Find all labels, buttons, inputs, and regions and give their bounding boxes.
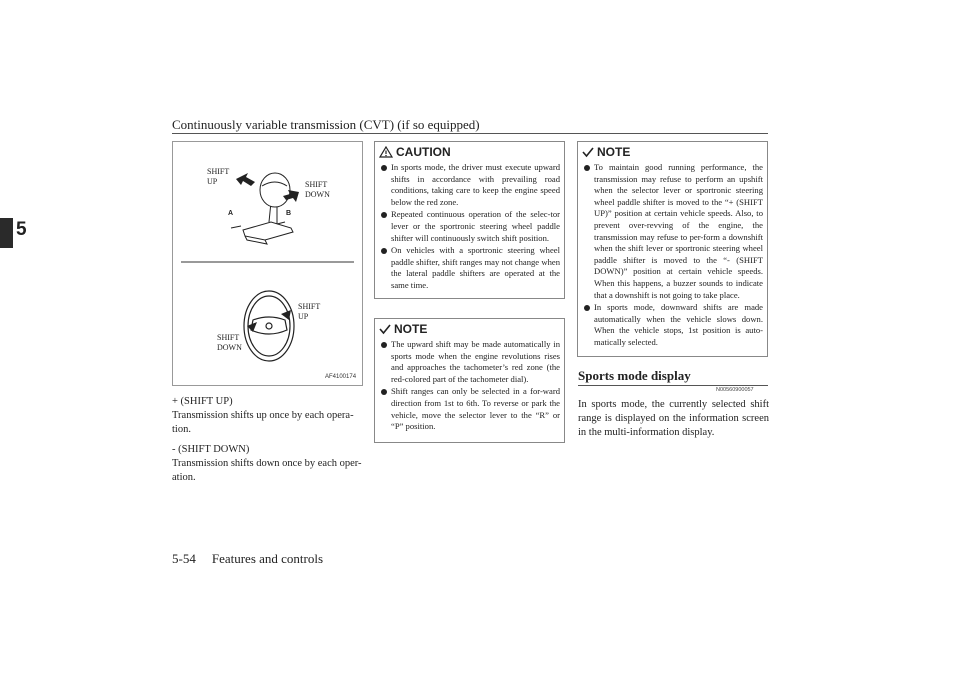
section-rule (578, 385, 768, 386)
sports-mode-body: In sports mode, the currently selected shift range is displayed on the information screen in the multi-information display. (578, 399, 769, 438)
note-box-middle (374, 318, 565, 443)
chapter-number: 5 (16, 219, 27, 240)
shift-illustration (172, 141, 363, 386)
header-rule (172, 133, 768, 134)
note-item: Shift ranges can only be selected in a for-ward direction from 1st to 6th. To reverse or park the vehicle, move the selector lever to the “R” or “P” position. (379, 386, 560, 432)
caution-item: In sports mode, the driver must execute upward shifts in accordance with prevailing road conditions, taking care to keep the engine speed below the red zone. (379, 162, 560, 208)
shift-down-heading: - (SHIFT DOWN) (172, 444, 250, 455)
caution-item: Repeated continuous operation of the selec-tor lever or the sportronic steering wheel paddle shifter will continuously switch shift position. (379, 209, 560, 244)
caution-list (379, 162, 560, 292)
shift-down-body: Transmission shifts down once by each oper- ation. (172, 458, 362, 483)
note-item: The upward shift may be made automatically in sports mode when the engine revolutions rises and approaches the tachometer’s red zone (the red-colored part of the tachometer dial). (379, 339, 560, 385)
section-code: N00560900057 (716, 387, 754, 393)
shift-down-description (172, 443, 364, 485)
shift-up-description (172, 395, 364, 437)
note-list (379, 339, 560, 433)
point-a-label: A (228, 210, 234, 217)
caution-box (374, 141, 565, 299)
lever-shift-down-label: SHIFT DOWN (305, 180, 330, 199)
caution-title: CAUTION (396, 145, 451, 159)
note-check-icon (379, 323, 391, 335)
page-footer (172, 551, 323, 567)
note-title: NOTE (394, 322, 428, 336)
note-box-right (577, 141, 768, 357)
note-header (379, 322, 560, 336)
note-title: NOTE (597, 145, 631, 159)
caution-header (379, 145, 560, 159)
lever-shift-up-label: SHIFT UP (207, 167, 230, 186)
shift-diagram (173, 142, 362, 385)
note-list (582, 162, 763, 349)
shift-up-heading: + (SHIFT UP) (172, 396, 233, 407)
chapter-tab (0, 218, 13, 248)
note-item: To maintain good running performance, the transmission may refuse to perform an upshift when the selector lever or sportronic steering wheel paddle shifter is moved to the “+ (SHIFT UP)” position at certain vehicle speeds. Also, to prevent over-revving of the engine, the transmission may refuse to per-form a downshift when the shift lever or sportronic steering wheel paddle shifter is moved to the “- (SHIFT DOWN)” position at certain vehicle speeds. When this happens, a buzzer sounds to indicate that a downshift is not going to take place. (582, 162, 763, 301)
note-header (582, 145, 763, 159)
footer-section: Features and controls (211, 551, 324, 566)
shift-up-body: Transmission shifts up once by each opera- tion. (172, 410, 354, 435)
note-check-icon (582, 146, 594, 158)
wheel-shift-down-label: SHIFT DOWN (217, 333, 242, 352)
caution-item: On vehicles with a sportronic steering wheel paddle shifter, shift ranges may not change when the lateral paddle shifters are operated at the same time. (379, 245, 560, 291)
page-number: 5-54 (172, 551, 196, 566)
page-header-title: Continuously variable transmission (CVT) (if so equipped) (172, 117, 480, 132)
figure-id: AF4100174 (325, 374, 357, 380)
section-title: Sports mode display (578, 368, 691, 383)
point-b-label: B (286, 210, 292, 217)
wheel-shift-up-label: SHIFT UP (298, 302, 321, 321)
note-item: In sports mode, downward shifts are made automatically when the vehicle slows down. When the vehicle stops, 1st position is auto-matically selected. (582, 302, 763, 348)
warning-triangle-icon (379, 146, 393, 158)
